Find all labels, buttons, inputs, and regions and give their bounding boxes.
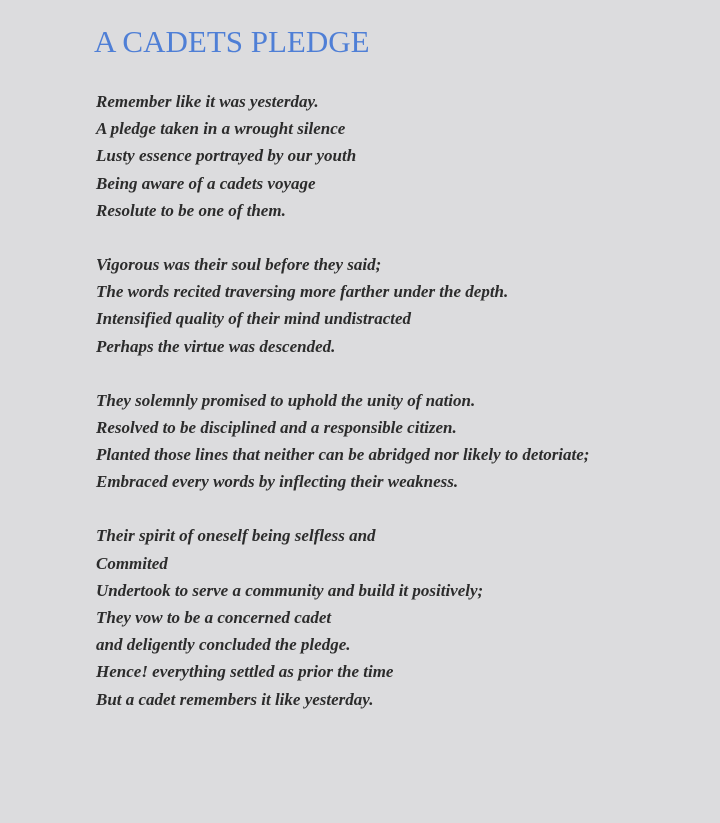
poem-line: Being aware of a cadets voyage — [96, 173, 316, 193]
stanza-3 — [96, 387, 716, 496]
poem-line: and deligently concluded the pledge. — [96, 635, 351, 655]
poem-line: Resolute to be one of them. — [96, 200, 286, 220]
stanza-1 — [96, 88, 716, 224]
poem-line: Perhaps the virtue was descended. — [96, 336, 336, 356]
poem-line: Intensified quality of their mind undistracted — [96, 309, 412, 329]
poem-line: Undertook to serve a community and build it positively; — [96, 580, 484, 600]
poem-line: But a cadet remembers it like yesterday. — [96, 689, 374, 709]
poem-line: Remember like it was yesterday. — [96, 92, 319, 111]
poem-line: The words recited traversing more farther under the depth. — [96, 282, 509, 302]
poem-line: Resolved to be disciplined and a responsible citizen. — [96, 417, 457, 437]
poem-line: Vigorous was their soul before they said; — [96, 254, 382, 274]
poem-line: Embraced every words by inflecting their weakness. — [96, 472, 459, 492]
poem-line: Planted those lines that neither can be abridged nor likely to detoriate; — [96, 445, 590, 465]
poem-line: Lusty essence portrayed by our youth — [96, 146, 357, 166]
poem-line: Commited — [96, 553, 168, 573]
poem-body — [96, 88, 716, 740]
stanza-2 — [96, 251, 716, 360]
poem-line: They solemnly promised to uphold the unity of nation. — [96, 390, 476, 410]
poem-line: Their spirit of oneself being selfless and — [96, 526, 376, 546]
poem-line: They vow to be a concerned cadet — [96, 608, 332, 627]
stanza-4 — [96, 522, 716, 712]
poem-line: Hence! everything settled as prior the time — [96, 662, 394, 682]
poem-title: A CADETS PLEDGE — [94, 24, 370, 59]
poem-line: A pledge taken in a wrought silence — [96, 119, 346, 139]
